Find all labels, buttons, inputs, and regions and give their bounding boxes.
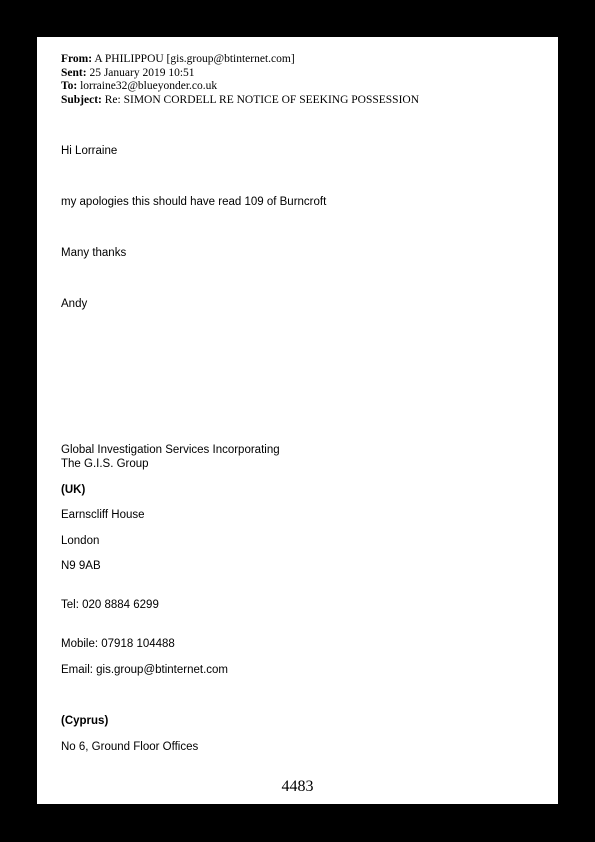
to-value: lorraine32@blueyonder.co.uk bbox=[80, 80, 218, 92]
page-number: 4483 bbox=[281, 778, 314, 795]
closing: Many thanks bbox=[61, 247, 127, 259]
cyprus-address-1: No 6, Ground Floor Offices bbox=[61, 741, 199, 753]
tel-line: Tel: 020 8884 6299 bbox=[61, 599, 159, 611]
mobile-line: Mobile: 07918 104488 bbox=[61, 638, 175, 650]
sent-line: Sent: 25 January 2019 10:51 bbox=[61, 66, 195, 79]
email-line: Email: gis.group@btinternet.com bbox=[61, 664, 228, 676]
subject-line: Subject: Re: SIMON CORDELL RE NOTICE OF SEEKING POSSESSION bbox=[61, 93, 420, 106]
cyprus-heading: (Cyprus) bbox=[61, 715, 109, 727]
sent-value: 25 January 2019 10:51 bbox=[89, 66, 195, 79]
to-line: To: lorraine32@blueyonder.co.uk bbox=[61, 80, 218, 92]
from-line: From: A PHILIPPOU [gis.group@btinternet.com] bbox=[61, 53, 295, 65]
document-page bbox=[37, 37, 558, 804]
uk-heading: (UK) bbox=[61, 484, 86, 496]
email-header bbox=[61, 53, 419, 107]
company-line-2: The G.I.S. Group bbox=[61, 458, 149, 470]
company-line-1: Global Investigation Services Incorporating bbox=[61, 444, 280, 456]
uk-address-1: Earnscliff House bbox=[61, 509, 145, 521]
uk-postcode: N9 9AB bbox=[61, 560, 101, 572]
uk-address-2: London bbox=[61, 535, 100, 547]
message-text: my apologies this should have read 109 of Burncroft bbox=[61, 196, 327, 208]
from-value: A PHILIPPOU [gis.group@btinternet.com] bbox=[94, 53, 295, 65]
sender-name: Andy bbox=[61, 298, 88, 310]
greeting: Hi Lorraine bbox=[61, 145, 118, 157]
subject-value: Re: SIMON CORDELL RE NOTICE OF SEEKING POSSESSION bbox=[104, 93, 420, 106]
